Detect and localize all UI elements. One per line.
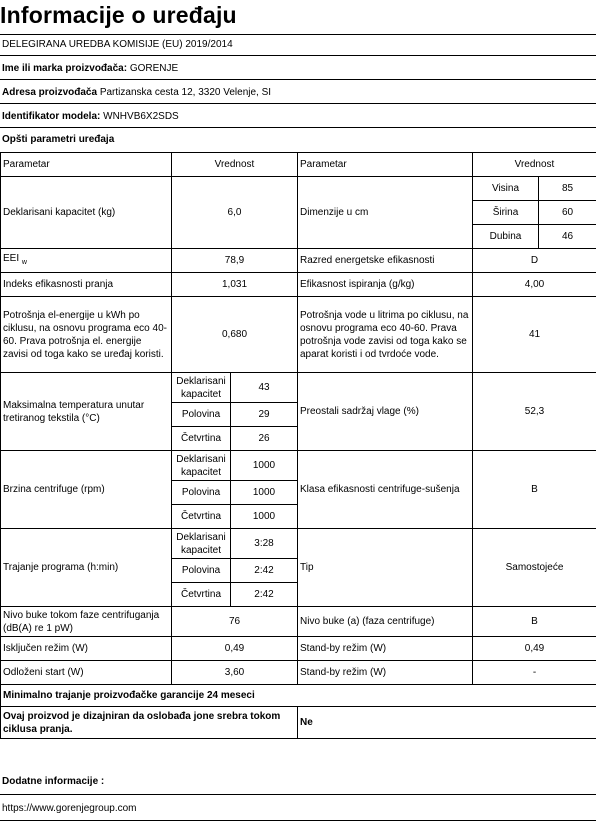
table-row xyxy=(1,451,596,481)
rinse-index-label: Indeks efikasnosti pranja xyxy=(1,273,172,297)
table-row xyxy=(1,529,596,559)
spin-quarter: 1000 xyxy=(231,505,298,529)
guarantee-value: 24 meseci xyxy=(206,690,255,701)
rinse-eff-value: 4,00 xyxy=(473,273,596,297)
height-value: 85 xyxy=(539,177,596,201)
table-row xyxy=(1,661,596,685)
noise-class-value: B xyxy=(473,607,596,637)
spin-half: 1000 xyxy=(231,481,298,505)
supplier-label: Ime ili marka proizvođača: xyxy=(2,63,128,74)
eei-label: EEI $_w$ xyxy=(1,249,172,273)
table-row xyxy=(1,249,596,273)
guarantee-row xyxy=(1,685,596,707)
rinse-index-value: 1,031 xyxy=(172,273,298,297)
supplier-row xyxy=(2,63,178,74)
model-row xyxy=(2,111,179,122)
load-half-label: Polovina xyxy=(172,403,231,427)
noise-class-label: Nivo buke (a) (faza centrifuge) xyxy=(298,607,473,637)
off-mode-value: 0,49 xyxy=(172,637,298,661)
max-temp-quarter: 26 xyxy=(231,427,298,451)
water-consumption-value: 41 xyxy=(473,297,596,373)
silver-row xyxy=(1,707,596,739)
load-quarter-label: Četvrtina xyxy=(172,583,231,607)
duration-full: 3:28 xyxy=(231,529,298,559)
website-url: https://www.gorenjegroup.com xyxy=(2,803,137,814)
header-value: Vrednost xyxy=(172,153,298,177)
noise-label: Nivo buke tokom faze centrifuganja (dB(A) re 1 pW) xyxy=(1,607,172,637)
moisture-value: 52,3 xyxy=(473,373,596,451)
load-half-label: Polovina xyxy=(172,481,231,505)
width-label: Širina xyxy=(473,201,539,225)
moisture-label: Preostali sadržaj vlage (%) xyxy=(298,373,473,451)
load-full-label: Deklarisani kapacitet xyxy=(172,451,231,481)
rinse-eff-label: Efikasnost ispiranja (g/kg) xyxy=(298,273,473,297)
silver-value: Ne xyxy=(298,707,596,739)
table-row xyxy=(1,373,596,403)
address-label: Adresa proizvođača xyxy=(2,87,98,98)
depth-value: 46 xyxy=(539,225,596,249)
max-temp-full: 43 xyxy=(231,373,298,403)
energy-consumption-label: Potrošnja el-energije u kWh po ciklusu, na osnovu programa eco 40-60. Prava potrošnja el. energije zavisi od toga kako se uređaj koristi. xyxy=(1,297,172,373)
width-value: 60 xyxy=(539,201,596,225)
divider xyxy=(0,55,596,56)
address-value: Partizanska cesta 12, 3320 Velenje, SI xyxy=(99,87,272,98)
page-title: Informacije o uređaju xyxy=(0,2,237,28)
delay-label: Odloženi start (W) xyxy=(1,661,172,685)
regulation-text: DELEGIRANA UREDBA KOMISIJE (EU) 2019/2014 xyxy=(2,39,233,50)
energy-consumption-value: 0,680 xyxy=(172,297,298,373)
divider xyxy=(0,79,596,80)
load-quarter-label: Četvrtina xyxy=(172,505,231,529)
address-row xyxy=(2,87,271,98)
standby-label: Stand-by režim (W) xyxy=(298,637,473,661)
type-label: Tip xyxy=(298,529,473,607)
capacity-value: 6,0 xyxy=(172,177,298,249)
off-mode-label: Isključen režim (W) xyxy=(1,637,172,661)
standby-value: 0,49 xyxy=(473,637,596,661)
model-label: Identifikator modela: xyxy=(2,111,101,122)
guarantee-label: Minimalno trajanje proizvođačke garancije xyxy=(3,690,205,701)
eei-value: 78,9 xyxy=(172,249,298,273)
energy-class-value: D xyxy=(473,249,596,273)
water-consumption-label: Potrošnja vode u litrima po ciklusu, na osnovu programa eco 40-60. Prava potrošnja vode zavisi od toga kako se aparat koristi i od tvrdoće vode. xyxy=(298,297,473,373)
table-row xyxy=(1,607,596,637)
duration-quarter: 2:42 xyxy=(231,583,298,607)
max-temp-half: 29 xyxy=(231,403,298,427)
depth-label: Dubina xyxy=(473,225,539,249)
standby2-value: - xyxy=(473,661,596,685)
spin-class-label: Klasa efikasnosti centrifuge-sušenja xyxy=(298,451,473,529)
load-full-label: Deklarisani kapacitet xyxy=(172,529,231,559)
spin-class-value: B xyxy=(473,451,596,529)
header-param: Parametar xyxy=(298,153,473,177)
supplier-value: GORENJE xyxy=(129,63,179,74)
table-row xyxy=(1,637,596,661)
parameters-table xyxy=(0,152,596,739)
table-row xyxy=(1,177,596,201)
load-half-label: Polovina xyxy=(172,559,231,583)
delay-value: 3,60 xyxy=(172,661,298,685)
divider xyxy=(0,794,596,795)
divider xyxy=(0,103,596,104)
load-quarter-label: Četvrtina xyxy=(172,427,231,451)
silver-label: Ovaj proizvod je dizajniran da oslobađa jone srebra tokom ciklusa pranja. xyxy=(1,707,298,739)
standby2-label: Stand-by režim (W) xyxy=(298,661,473,685)
height-label: Visina xyxy=(473,177,539,201)
load-full-label: Deklarisani kapacitet xyxy=(172,373,231,403)
divider xyxy=(0,127,596,128)
duration-half: 2:42 xyxy=(231,559,298,583)
capacity-label: Deklarisani kapacitet (kg) xyxy=(1,177,172,249)
type-value: Samostojeće xyxy=(473,529,596,607)
spin-speed-label: Brzina centrifuge (rpm) xyxy=(1,451,172,529)
energy-class-label: Razred energetske efikasnosti xyxy=(298,249,473,273)
header-value: Vrednost xyxy=(473,153,596,177)
dimensions-label: Dimenzije u cm xyxy=(298,177,473,249)
table-row xyxy=(1,273,596,297)
general-params-heading: Opšti parametri uređaja xyxy=(2,134,115,145)
divider xyxy=(0,820,596,821)
table-row xyxy=(1,297,596,373)
spin-full: 1000 xyxy=(231,451,298,481)
max-temp-label: Maksimalna temperatura unutar tretiranog tekstila (°C) xyxy=(1,373,172,451)
divider xyxy=(0,34,596,35)
duration-label: Trajanje programa (h:min) xyxy=(1,529,172,607)
additional-info-label: Dodatne informacije : xyxy=(2,776,105,787)
noise-value: 76 xyxy=(172,607,298,637)
table-header-row xyxy=(1,153,596,177)
header-param: Parametar xyxy=(1,153,172,177)
model-value: WNHVB6X2SDS xyxy=(103,111,179,122)
